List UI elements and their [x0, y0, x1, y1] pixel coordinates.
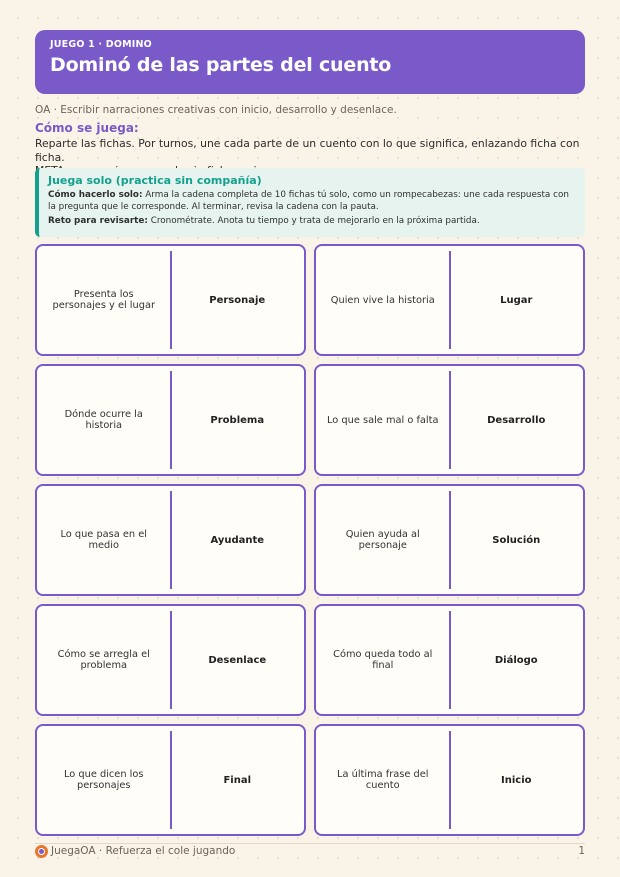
- tile-divider: [449, 251, 451, 349]
- domino-tile[interactable]: [35, 604, 306, 716]
- game-tag: JUEGO 1 · DOMINO: [50, 39, 152, 50]
- solo-challenge: [48, 215, 575, 227]
- tile-answer: Diálogo: [494, 654, 538, 666]
- solo-box: [35, 168, 585, 237]
- how-to-play-title: Cómo se juega:: [35, 121, 139, 135]
- tile-divider: [170, 731, 172, 829]
- tile-divider: [170, 251, 172, 349]
- tile-answer: Desenlace: [208, 654, 267, 666]
- solo-how: [48, 189, 575, 213]
- solo-challenge-label: Reto para revisarte:: [48, 216, 148, 226]
- game-header: [35, 30, 585, 94]
- tile-answer: Ayudante: [210, 534, 265, 546]
- page-title: Dominó de las partes del cuento: [50, 54, 392, 76]
- domino-grid: [35, 244, 585, 836]
- tile-answer: Final: [223, 774, 252, 786]
- tile-answer: Inicio: [501, 774, 532, 786]
- domino-tile[interactable]: [314, 244, 585, 356]
- domino-tile[interactable]: [35, 244, 306, 356]
- tile-divider: [170, 371, 172, 469]
- footer-brand: JuegaOA · Refuerza el cole jugando: [51, 845, 236, 857]
- tile-divider: [449, 731, 451, 829]
- tile-question: Cómo se arregla el problema: [57, 649, 150, 671]
- tile-divider: [449, 611, 451, 709]
- tile-question: Lo que sale mal o falta: [327, 414, 439, 426]
- solo-how-label: Cómo hacerlo solo:: [48, 190, 143, 200]
- tile-divider: [170, 491, 172, 589]
- domino-tile[interactable]: [35, 724, 306, 836]
- tile-question: Presenta los personajes y el lugar: [52, 289, 155, 311]
- tile-question: Lo que pasa en el medio: [60, 529, 147, 551]
- solo-how-text: Arma la cadena completa de 10 fichas tú solo, como un rompecabezas: une cada respuesta con la pregunta que le corresponde. Al terminar, revisa la cadena con la pauta.: [48, 190, 569, 212]
- tile-divider: [170, 611, 172, 709]
- tile-answer: Problema: [210, 414, 265, 426]
- tile-answer: Solución: [492, 534, 541, 546]
- tile-question: Lo que dicen los personajes: [64, 769, 144, 791]
- learning-objective: OA · Escribir narraciones creativas con inicio, desarrollo y desenlace.: [35, 104, 397, 116]
- tile-question: Quien ayuda al personaje: [345, 529, 420, 551]
- domino-tile[interactable]: [314, 484, 585, 596]
- solo-challenge-text: Cronométrate. Anota tu tiempo y trata de mejorarlo en la próxima partida.: [150, 216, 480, 226]
- domino-tile[interactable]: [314, 724, 585, 836]
- page-number: 1: [578, 845, 585, 857]
- tile-question: Cómo queda todo al final: [333, 649, 433, 671]
- tile-question: Quien vive la historia: [330, 294, 435, 306]
- rules-line-1: Reparte las fichas. Por turnos, une cada parte de un cuento con lo que significa, enlazando ficha con ficha.: [35, 137, 580, 164]
- brand-logo-icon: [35, 845, 48, 858]
- domino-tile[interactable]: [314, 364, 585, 476]
- tile-divider: [449, 371, 451, 469]
- tile-answer: Lugar: [500, 294, 533, 306]
- tile-divider: [449, 491, 451, 589]
- tile-answer: Personaje: [209, 294, 266, 306]
- domino-tile[interactable]: [35, 364, 306, 476]
- domino-tile[interactable]: [35, 484, 306, 596]
- domino-tile[interactable]: [314, 604, 585, 716]
- tile-answer: Desarrollo: [487, 414, 546, 426]
- solo-title: Juega solo (practica sin compañía): [48, 174, 262, 187]
- tile-question: La última frase del cuento: [337, 769, 429, 791]
- tile-question: Dónde ocurre la historia: [64, 409, 143, 431]
- page-footer: [35, 843, 585, 859]
